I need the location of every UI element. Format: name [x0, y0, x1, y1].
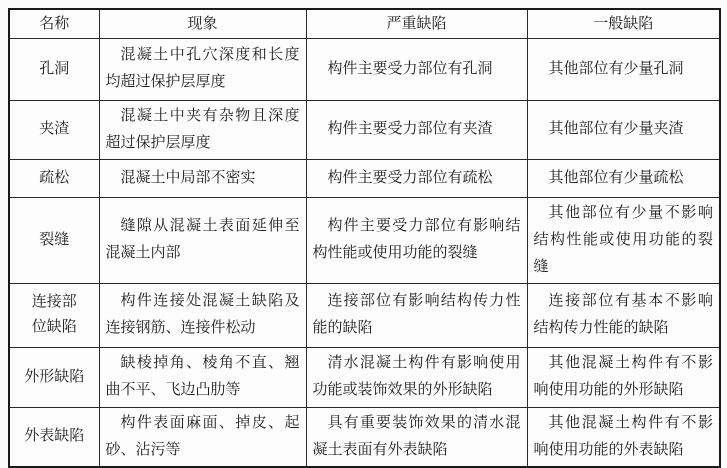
defect-name-cell: 疏松 [9, 159, 99, 197]
severe-defect-cell: 清水混凝土构件有影响使用功能或装饰效果的外形缺陷 [306, 347, 527, 407]
defect-name-cell: 裂缝 [9, 197, 99, 283]
general-defect-cell: 其他部位有少量疏松 [527, 159, 720, 197]
table-row [9, 347, 720, 407]
phenomenon-cell: 混凝土中夹有杂物且深度超过保护层厚度 [99, 100, 306, 159]
general-defect-cell: 连接部位有基本不影响结构传力性能的缺陷 [527, 283, 720, 347]
defect-name-cell: 夹渣 [9, 100, 99, 159]
table-row [9, 197, 720, 283]
phenomenon-cell: 构件连接处混凝土缺陷及连接钢筋、连接件松动 [99, 283, 306, 347]
severe-defect-cell: 连接部位有影响结构传力性能的缺陷 [306, 283, 527, 347]
severe-defect-cell: 构件主要受力部位有影响结构性能或使用功能的裂缝 [306, 197, 527, 283]
severe-defect-cell: 构件主要受力部位有夹渣 [306, 100, 527, 159]
defect-name-cell: 外表缺陷 [9, 407, 99, 467]
table-header-row [9, 9, 720, 38]
phenomenon-cell: 缝隙从混凝土表面延伸至混凝土内部 [99, 197, 306, 283]
defect-name-cell: 孔洞 [9, 38, 99, 100]
phenomenon-cell: 混凝土中孔穴深度和长度均超过保护层厚度 [99, 38, 306, 100]
column-header-general-defect: 一般缺陷 [527, 9, 720, 38]
general-defect-cell: 其他部位有少量不影响结构性能或使用功能的裂缝 [527, 197, 720, 283]
general-defect-cell: 其他混凝土构件有不影响使用功能的外表缺陷 [527, 407, 720, 467]
table-body [9, 38, 720, 467]
defect-name-cell: 外形缺陷 [9, 347, 99, 407]
severe-defect-cell: 构件主要受力部位有疏松 [306, 159, 527, 197]
table-row [9, 100, 720, 159]
phenomenon-cell: 缺棱掉角、棱角不直、翘曲不平、飞边凸肋等 [99, 347, 306, 407]
table-row [9, 159, 720, 197]
general-defect-cell: 其他部位有少量夹渣 [527, 100, 720, 159]
table-row [9, 38, 720, 100]
phenomenon-cell: 混凝土中局部不密实 [99, 159, 306, 197]
phenomenon-cell: 构件表面麻面、掉皮、起砂、沾污等 [99, 407, 306, 467]
column-header-phenomenon: 现象 [99, 9, 306, 38]
general-defect-cell: 其他混凝土构件有不影响使用功能的外形缺陷 [527, 347, 720, 407]
severe-defect-cell: 具有重要装饰效果的清水混凝土表面有外表缺陷 [306, 407, 527, 467]
defect-name-cell: 连接部位缺陷 [9, 283, 99, 347]
table-row [9, 283, 720, 347]
severe-defect-cell: 构件主要受力部位有孔洞 [306, 38, 527, 100]
general-defect-cell: 其他部位有少量孔洞 [527, 38, 720, 100]
column-header-severe-defect: 严重缺陷 [306, 9, 527, 38]
table-row [9, 407, 720, 467]
concrete-defect-table [8, 8, 721, 468]
column-header-name: 名称 [9, 9, 99, 38]
